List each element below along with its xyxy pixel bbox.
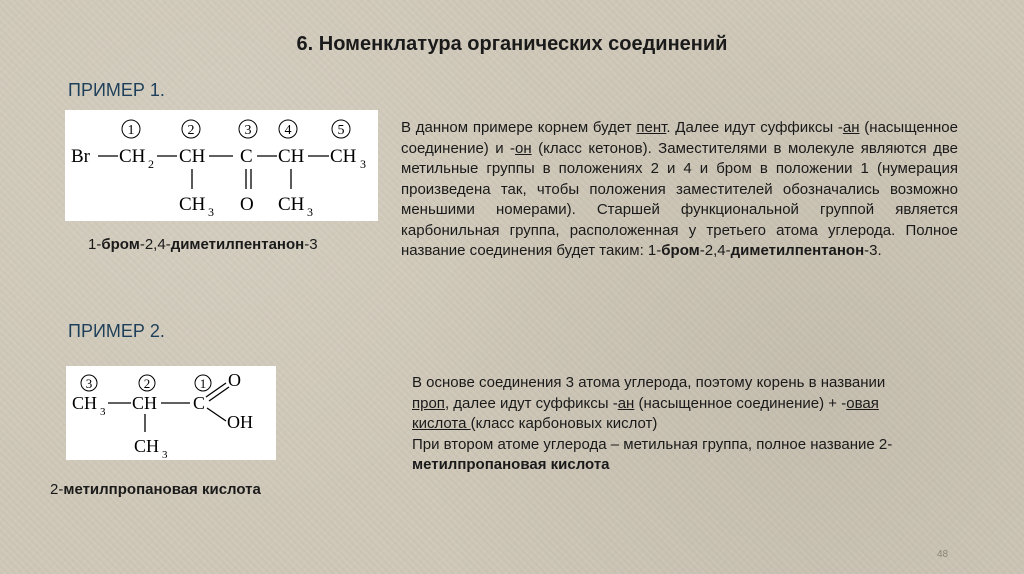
svg-text:2: 2 (143, 376, 151, 391)
example-2-compound-name: 2-метилпропановая кислота (50, 481, 261, 498)
atom-c-3: C (240, 146, 253, 167)
svg-text:5: 5 (337, 123, 345, 138)
atom-ch3-end-subscript: 3 (360, 157, 366, 171)
example-2-explanation (412, 373, 902, 476)
example-2-heading: ПРИМЕР 2. (68, 321, 165, 341)
atom-ch-4: CH (278, 146, 305, 167)
position-number-2 (139, 375, 155, 391)
atom-ch-2: CH (179, 146, 206, 167)
example-1-explanation: В данном примере корнем будет пент. Далее идут суффиксы -ан (насыщенное соединение) и -он (класс кетонов). Заместителями в молекуле являются две метильные группы в положениях 2 и 4 и бром в положении 1 (нумерация произведена так, чтобы положения заместителей обозначались возможно меньшими номерами). Старшей функциональной группой является карбонильная группа, расположенная у третьего атома углерода. Полное название соединения будет таким: 1-бром-2,4-диметилпентанон-3. (401, 119, 958, 259)
atom-o-carbonyl: O (228, 370, 241, 390)
example-1-compound-name: 1-бром-2,4-диметилпентанон-3 (88, 236, 318, 253)
position-number-2 (182, 120, 200, 138)
position-number-3 (239, 120, 257, 138)
atom-br: Br (71, 146, 90, 167)
example-2-text-block-1: В основе соединения 3 атома углерода, поэтому корень в названии проп, далее идут суффиксы -ан (насыщенное соединение) + -овая кислота (класс карбоновых кислот) (412, 374, 886, 432)
substituent-ch3-4: CH (278, 194, 305, 215)
atom-ch: CH (132, 393, 158, 413)
substituent-oxygen: O (240, 194, 254, 215)
svg-text:1: 1 (127, 123, 135, 138)
svg-text:3: 3 (100, 406, 106, 418)
svg-text:3: 3 (307, 205, 313, 219)
svg-text:1: 1 (199, 376, 207, 391)
svg-text:3: 3 (85, 376, 93, 391)
atom-ch3: CH (72, 393, 98, 413)
substituent-ch3: CH (134, 436, 160, 456)
svg-text:2: 2 (187, 123, 195, 138)
atom-ch2: CH (119, 146, 146, 167)
slide-title: 6. Номенклатура органических соединений (296, 33, 728, 55)
example-2-formula (66, 366, 276, 460)
position-number-5 (332, 120, 350, 138)
svg-text:4: 4 (284, 123, 292, 138)
atom-ch3-end: CH (330, 146, 357, 167)
position-number-4 (279, 120, 297, 138)
position-number-1 (122, 120, 140, 138)
position-number-3 (81, 375, 97, 391)
atom-oh: OH (227, 412, 253, 432)
example-2-text-block-2: При втором атоме углерода – метильная группа, полное название 2-метилпропановая кислота (412, 435, 893, 473)
example-1-formula (65, 110, 378, 221)
svg-text:3: 3 (208, 205, 214, 219)
slide-number: 48 (937, 549, 949, 560)
substituent-ch3-2: CH (179, 194, 206, 215)
svg-text:3: 3 (244, 123, 252, 138)
svg-text:3: 3 (162, 449, 168, 460)
example-1-heading: ПРИМЕР 1. (68, 80, 165, 100)
position-number-1 (195, 375, 211, 391)
atom-c: C (193, 393, 206, 413)
atom-ch2-subscript: 2 (148, 157, 154, 171)
